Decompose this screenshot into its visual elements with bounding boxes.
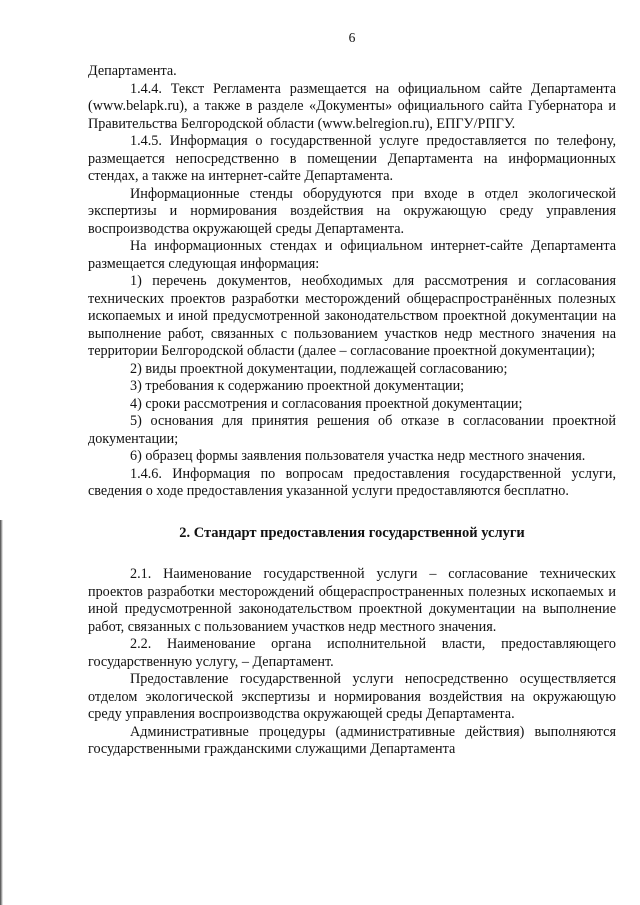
list-item-1: 1) перечень документов, необходимых для рассмотрения и согласования технических проектов разработки месторождений общераспространённых полезных ископаемых и иной предусмотренной законодательством проектной документации на выполнение работ, связанных с пользованием участков недр местного значения на территории Белгородской области (далее – согласование проектной документации); xyxy=(88,273,616,359)
paragraph-continuation: Департамента. xyxy=(88,63,177,79)
paragraph-admin-procedures: Административные процедуры (административные действия) выполняются государственными гражданскими служащими Департамента xyxy=(88,723,616,757)
list-item-2: 2) виды проектной документации, подлежащей согласованию; xyxy=(130,360,508,377)
paragraph-2-1: 2.1. Наименование государственной услуги – согласование технических проектов разработки месторождений общераспространенных полезных ископаемых и иной предусмотренной законодательством проектной документации на выполнение работ, связанных с пользованием участков недр местного значения. xyxy=(88,566,616,635)
paragraph-1-4-5: 1.4.5. Информация о государственной услуге предоставляется по телефону, размещается непосредственно в помещении Департамента на информационных стендах, а также на интернет-сайте Департамента. xyxy=(88,133,616,184)
paragraph-info-stands: Информационные стенды оборудуются при входе в отдел экологической экспертизы и нормирования воздействия на окружающую среду управления воспроизводства окружающей среды Департамента. xyxy=(88,185,616,237)
list-item-3: 3) требования к содержанию проектной документации; xyxy=(130,378,465,394)
list-item-4: 4) сроки рассмотрения и согласования проектной документации; xyxy=(130,395,523,412)
list-item-5: 5) основания для принятия решения об отказе в согласовании проектной документации; xyxy=(88,413,616,447)
scan-edge-shadow xyxy=(0,520,3,905)
document-body xyxy=(88,63,616,759)
paragraph-1-4-6: 1.4.6. Информация по вопросам предоставления государственной услуги, сведения о ходе предоставления указанной услуги предоставляются бесплатно. xyxy=(88,465,616,499)
page-number: 6 xyxy=(348,30,356,45)
paragraph-2-2: 2.2. Наименование органа исполнительной власти, предоставляющего государственную услугу, – Департамент. xyxy=(88,636,616,670)
section-heading: 2. Стандарт предоставления государственной услуги xyxy=(179,524,525,541)
paragraph-1-4-4: 1.4.4. Текст Регламента размещается на официальном сайте Департамента (www.belapk.ru), а также в разделе «Документы» официального сайта Губернатора и Правительства Белгородской области (www.belregion.ru), ЕПГУ/РПГУ. xyxy=(88,80,616,132)
paragraph-service-provision: Предоставление государственной услуги непосредственно осуществляется отделом экологической экспертизы и нормирования воздействия на окружающую среду управления воспроизводства окружающей среды Департамента. xyxy=(88,671,616,722)
list-item-6: 6) образец формы заявления пользователя участка недр местного значения. xyxy=(130,448,586,464)
paragraph-info-placed: На информационных стендах и официальном интернет-сайте Департамента размещается следующая информация: xyxy=(88,238,616,272)
